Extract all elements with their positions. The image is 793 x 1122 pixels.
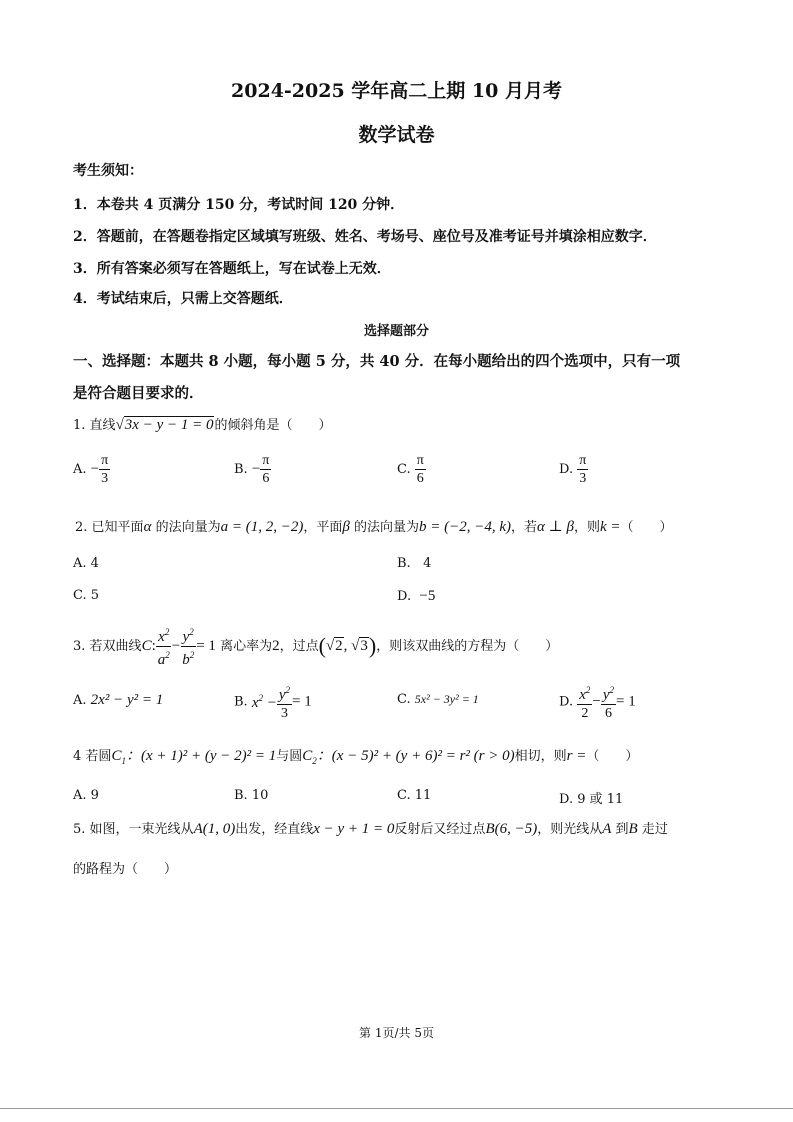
option-value: 4 [423,556,432,571]
perpendicular-condition: α ⊥ β [536,519,574,535]
equation-body: 3x − y − 1 = 0 [124,417,214,433]
option-value: 11 [414,788,432,803]
question-text: 到 [611,822,629,837]
curve-name: C [141,638,152,654]
question-text: ，平面 [303,520,343,535]
circle-1: $C_1$： [111,748,141,766]
equation: √3x − y − 1 = 0 [115,417,214,433]
numerator: π [416,453,424,468]
notice-item-1: 1．本卷共 4 页满分 150 分，考试时间 120 分钟． [73,197,405,213]
denominator: 3 [101,471,109,486]
question-text: 与圆 [276,749,303,764]
numerator: π [579,453,587,468]
option-label: A. [73,788,87,803]
circle-2-equation: (x − 5)² + (y + 6)² = r² (r > 0) [331,748,515,764]
denominator: 6 [604,706,612,721]
question-text: 走过 [637,822,668,837]
option-label: A. [73,462,87,477]
question-text: 离心率为 [220,639,273,654]
beta-symbol: β [342,519,350,535]
section-instruction-1: 一、选择题：本题共 8 小题，每小题 5 分，共 40 分．在每小题给出的四个选项中，只有一项 [73,353,681,370]
q1-option-b[interactable] [234,452,271,487]
subscript: 1 [121,756,126,766]
notice-heading: 考生须知： [73,163,143,179]
fraction [577,682,592,722]
numerator: π [101,453,109,468]
question-4 [73,744,638,766]
option-sign: − [251,461,261,477]
q3-option-d[interactable] [559,682,636,722]
mirror-line: x − y + 1 = 0 [313,821,395,837]
minus-sign: − [171,638,181,654]
q2-option-d[interactable] [397,588,435,605]
page-bottom-divider [0,1108,793,1109]
fraction [277,682,292,722]
question-text: 若圆 [85,749,112,764]
q4-option-b[interactable] [234,788,268,803]
denominator: 2 [581,706,589,721]
equals-one: = 1 [616,693,636,710]
option-label: A. [73,693,87,708]
option-value: 5x² − 3y² = 1 [414,692,479,706]
question-text: 直线 [89,418,116,433]
question-3 [73,624,558,669]
question-text: 出发，经直线 [235,822,314,837]
question-number: 1. [73,418,86,433]
question-5-line-2: 的路程为（ ） [73,862,178,877]
section-instruction-2: 是符合题目要求的． [73,385,204,402]
denominator: $b^2$ [182,650,195,668]
page-footer: 第 1页/共 5页 [359,1026,434,1040]
option-label: C. [73,588,87,603]
fraction [577,452,588,487]
question-text: ，则光线从 [537,822,603,837]
circle-1-equation: (x + 1)² + (y − 2)² = 1 [140,748,277,764]
option-label: D. [559,462,574,477]
option-label: A. [73,556,87,571]
q2-option-a[interactable] [73,556,99,571]
equals-one: = 1 [292,693,312,710]
vector-a: a = (1, 2, −2) [220,519,304,535]
circle-2: $C_2$： [302,748,332,766]
point: (√2, √3) [318,633,377,658]
q4-option-a[interactable] [73,788,99,803]
vector-b: b = (−2, −4, k) [418,519,511,535]
question-2 [75,516,673,536]
denominator: 3 [579,471,587,486]
question-text: 的法向量为 [349,520,419,535]
point-b: B(6, −5) [485,821,538,837]
question-text: ，若 [510,520,537,535]
question-text: ，过点 [279,639,319,654]
fraction [601,682,616,722]
option-value: −5 [419,588,436,604]
option-value: 10 [251,788,269,803]
question-text: ，则 [573,520,600,535]
numerator: $y^2$ [277,682,292,705]
question-number: 4 [73,749,82,764]
question-text: ，则该双曲线的方程为（ ） [376,639,559,654]
option-sign: − [90,461,100,477]
question-text: （ ） [620,520,673,535]
question-text: 相切，则 [514,749,567,764]
q4-option-d[interactable] [559,788,623,807]
question-1 [73,414,332,434]
numerator: π [262,453,270,468]
q4-option-c[interactable] [397,788,431,803]
notice-item-3: 3．所有答案必须写在答题纸上，写在试卷上无效． [73,261,391,277]
colon: : [151,638,156,654]
point-a-label: A [602,821,612,837]
question-text: 如图，一束光线从 [89,822,194,837]
q1-option-a[interactable] [73,452,110,487]
denominator: $a^2$ [157,650,170,668]
fraction [99,452,110,487]
option-value: 9 或 11 [577,792,624,807]
page-title: 2024-2025 学年高二上期 10 月月考 [231,80,562,102]
q3-option-a[interactable] [73,692,163,709]
numerator: $y^2$ [601,682,616,705]
question-number: 2. [75,520,88,535]
option-value: 2x² − y² = 1 [90,692,164,708]
equals-one: = 1 [196,638,216,654]
numerator: $x^2$ [577,682,592,705]
page-subtitle: 数学试卷 [358,124,435,146]
option-value: 5 [90,588,100,603]
option-label: B. [234,462,248,477]
q3-option-b[interactable] [234,682,312,722]
fraction [415,452,426,487]
r-equals: r = [566,748,587,764]
numerator: $x^2$ [156,624,171,647]
option-label: C. [397,788,411,803]
q2-option-b[interactable] [397,556,431,571]
question-text: 反射后又经过点 [394,822,486,837]
q1-option-c[interactable] [397,452,426,487]
option-label: C. [397,692,411,707]
option-value: 9 [90,788,99,803]
q2-option-c[interactable] [73,588,99,603]
minus-sign: − [592,693,601,710]
question-text: 的倾斜角是（ ） [214,418,332,433]
fraction-y [180,624,196,669]
circle-name: C [111,748,122,764]
option-label: D. [397,589,412,604]
option-label: B. [397,556,411,571]
option-label: B. [234,694,248,710]
question-text: 的法向量为 [151,520,221,535]
point-b-label: B [628,821,638,837]
question-text: 已知平面 [91,520,144,535]
q3-option-c[interactable] [397,692,479,707]
denominator: 6 [262,471,270,486]
fraction [260,452,271,487]
notice-item-4: 4．考试结束后，只需上交答题纸． [73,291,293,307]
question-5 [73,818,668,838]
denominator: 3 [280,706,288,721]
option-label: D. [559,694,574,710]
numerator: $y^2$ [181,624,196,647]
notice-item-2: 2．答题前，在答题卷指定区域填写班级、姓名、考场号、座位号及准考证号并填涂相应数字． [73,229,657,245]
circle-name: C [302,748,313,764]
denominator: 6 [416,471,424,486]
option-value: $x^2$ − [251,692,277,711]
option-label: B. [234,788,248,803]
subscript: 2 [312,756,317,766]
q1-option-d[interactable] [559,452,588,487]
eccentricity: 2 [272,638,280,654]
option-label: C. [397,462,411,477]
k-equals: k = [599,519,621,535]
fraction-x [156,624,172,669]
option-value: 4 [90,556,99,571]
alpha-symbol: α [143,519,152,535]
section-part-title: 选择题部分 [363,324,429,339]
question-number: 5. [73,822,86,837]
question-number: 3. [73,639,86,654]
question-text: （ ） [586,749,639,764]
option-label: D. [559,792,574,807]
question-text: 若双曲线 [89,639,142,654]
point-a: A(1, 0) [193,821,236,837]
